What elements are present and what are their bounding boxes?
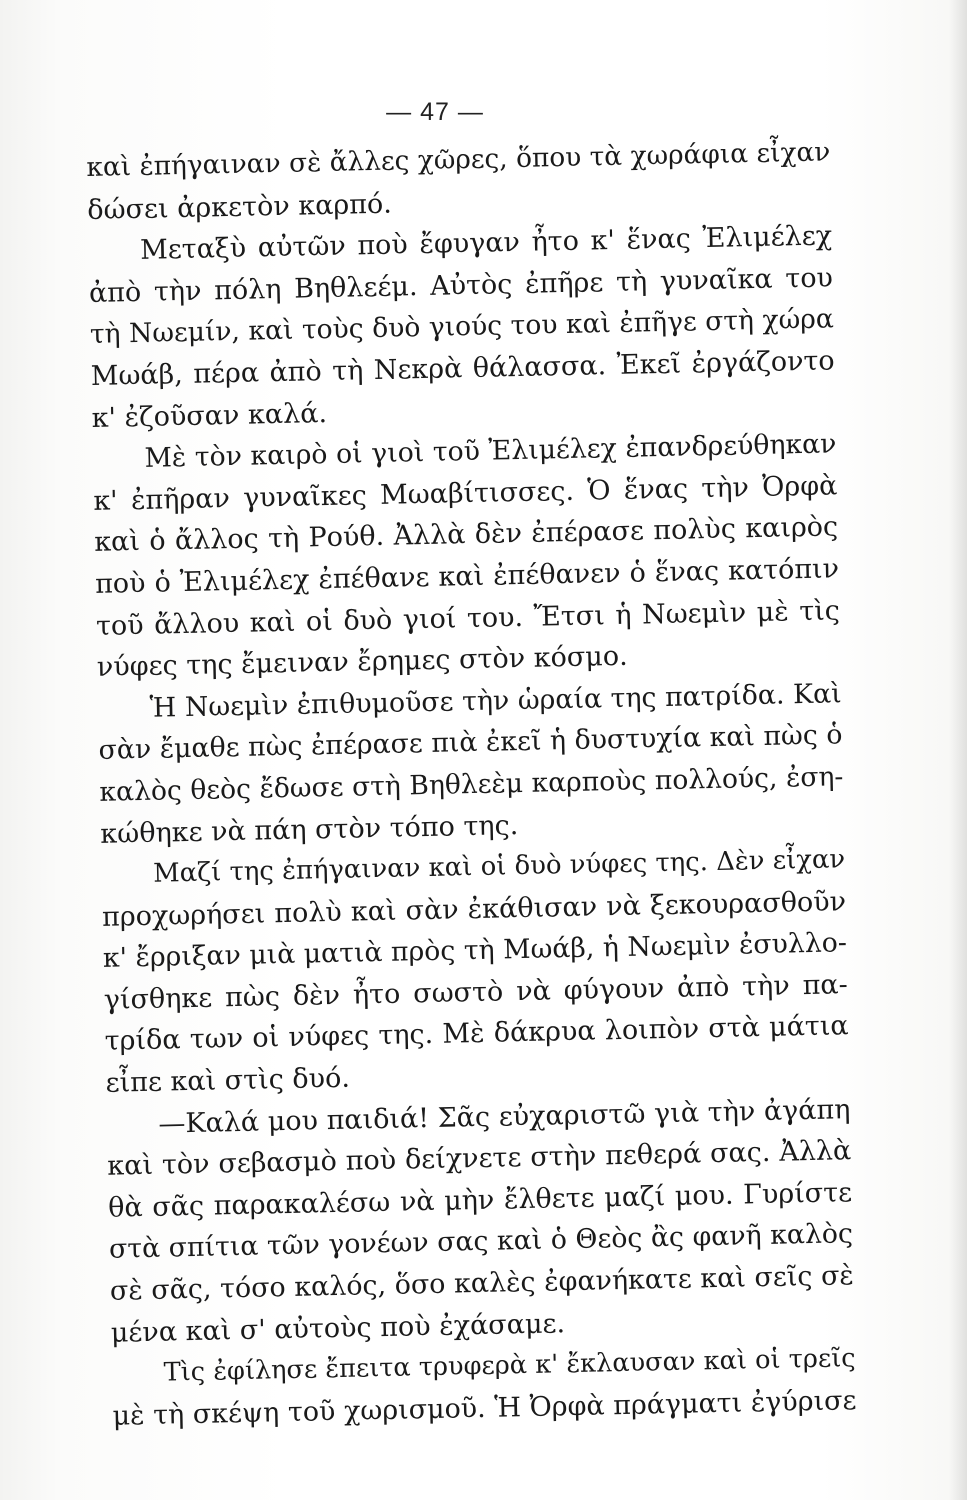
text-line: κ' ἔρριξαν μιὰ ματιὰ πρὸς τὴ Μωάβ, ἡ Νωεμὶν ἐσυλλο- <box>102 927 848 975</box>
text-line: Μωάβ, πέρα ἀπὸ τὴ Νεκρὰ θάλασσα. Ἐκεῖ ἐργάζοντο <box>90 345 835 392</box>
text-line: κ' ἐζοῦσαν καλά. <box>91 397 328 434</box>
text-line: σὰν ἔμαθε πὼς ἐπέρασε πιὰ ἐκεῖ ἡ δυστυχία καὶ πὼς ὁ <box>98 719 843 767</box>
text-line: γίσθηκε πὼς δὲν ἦτο σωστὸ νὰ φύγουν ἀπὸ τὴν πα- <box>103 969 849 1016</box>
text-line: καὶ ὁ ἄλλος τὴ Ρούθ. Ἀλλὰ δὲν ἐπέρασε πολὺς καιρὸς <box>93 511 839 559</box>
text-line: στὰ σπίτια τῶν γονέων σας καὶ ὁ Θεὸς ἂς φανῆ καλὸς <box>108 1218 854 1266</box>
text-line: νύφες της ἔμειναν ἔρημες στὸν κόσμο. <box>96 640 628 684</box>
text-line: κώθηκε νὰ πάη στὸν τόπο της. <box>100 809 519 850</box>
text-line: δώσει ἀρκετὸν καρπό. <box>86 188 393 226</box>
text-line: Τὶς ἐφίλησε ἔπειτα τρυφερὰ κ' ἔκλαυσαν καὶ οἱ τρεῖς <box>163 1343 856 1388</box>
text-line: —Καλά μου παιδιά! Σᾶς εὐχαριστῶ γιὰ τὴν ἀγάπη <box>158 1093 851 1140</box>
text-line: μὲ τὴ σκέψη τοῦ χωρισμοῦ. Ἡ Ὀρφὰ πράγματι ἐγύρισε <box>112 1384 857 1432</box>
text-line: καὶ ἐπήγαιναν σὲ ἄλλες χῶρες, ὅπου τὰ χωράφια εἶχαν <box>86 137 831 183</box>
text-line: σὲ σᾶς, τόσο καλός, ὅσο καλὲς ἐφανήκατε καὶ σεῖς σὲ <box>109 1260 855 1307</box>
text-line: τοῦ ἄλλου καὶ οἱ δυὸ γιοί του. Ἔτσι ἡ Νωεμὶν μὲ τὶς <box>95 594 841 642</box>
text-line: προχωρήσει πολὺ καὶ σὰν ἐκάθισαν νὰ ξεκουρασθοῦν <box>101 885 847 933</box>
text-line: εἶπε καὶ στὶς δυό. <box>105 1062 351 1099</box>
body-text <box>86 132 857 1437</box>
text-line: μένα καὶ σ' αὐτοὺς ποὺ ἐχάσαμε. <box>110 1307 566 1349</box>
page-number: — 47 — <box>386 98 484 126</box>
text-line: κ' ἐπῆραν γυναῖκες Μωαβίτισσες. Ὁ ἕνας τὴν Ὀρφὰ <box>93 470 838 517</box>
text-line: τὴ Νωεμίν, καὶ τοὺς δυὸ γιούς του καὶ ἐπῆγε στὴ χώρα <box>89 303 835 351</box>
text-line: καλὸς θεὸς ἔδωσε στὴ Βηθλεὲμ καρποὺς πολλούς, ἐση- <box>99 761 844 808</box>
text-line: ἀπὸ τὴν πόλη Βηθλεέμ. Αὐτὸς ἐπῆρε τὴ γυναῖκα του <box>88 262 834 309</box>
page-edge-shadow <box>949 0 967 1500</box>
text-line: Μεταξὺ αὐτῶν ποὺ ἔφυγαν ἦτο κ' ἕνας Ἐλιμέλεχ <box>139 220 833 267</box>
text-line: Ἡ Νωεμὶν ἐπιθυμοῦσε τὴν ὡραία της πατρίδα. Καὶ <box>149 678 842 724</box>
text-line: Μαζί της ἐπήγαιναν καὶ οἱ δυὸ νύφες της. Δὲν εἶχαν <box>152 844 846 889</box>
text-line: Μὲ τὸν καιρὸ οἱ γιοὶ τοῦ Ἐλιμέλεχ ἐπανδρεύθηκαν <box>144 428 837 474</box>
text-line: τρίδα των οἱ νύφες της. Μὲ δάκρυα λοιπὸν στὰ μάτια <box>104 1010 849 1058</box>
text-line: ποὺ ὁ Ἐλιμέλεχ ἐπέθανε καὶ ἐπέθανεν ὁ ἕνας κατόπιν <box>94 553 840 600</box>
text-line: καὶ τὸν σεβασμὸ ποὺ δείχνετε στὴν πεθερά σας. Ἀλλὰ <box>107 1135 852 1183</box>
text-line: θὰ σᾶς παρακαλέσω νὰ μὴν ἔλθετε μαζί μου. Γυρίστε <box>107 1177 853 1224</box>
